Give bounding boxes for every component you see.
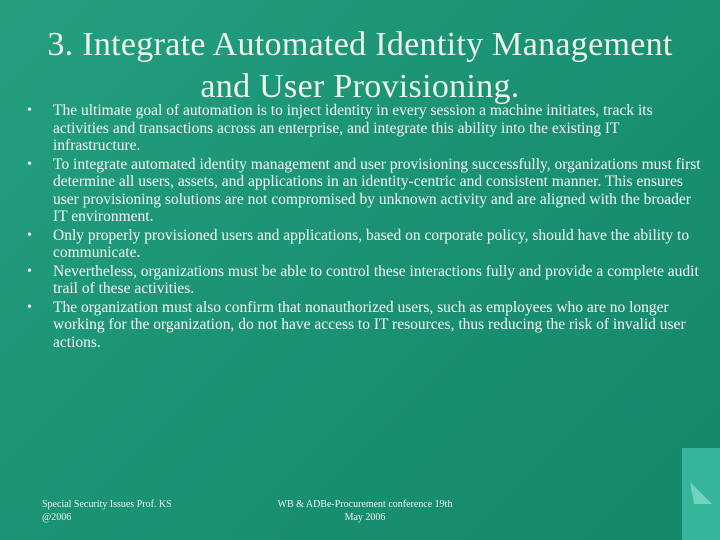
bullet-text: Only properly provisioned users and applications, based on corporate policy, should have the ability to communicate. [53, 226, 690, 261]
bullet-text: The ultimate goal of automation is to inject identity in every session a machine initiates, track its activities and transactions across an enterprise, and integrate this ability into the existing IT infrastructure. [53, 102, 653, 154]
bullet-item [22, 299, 702, 352]
bullet-text: To integrate automated identity management and user provisioning successfully, organizations must first determine all users, assets, and applications in an identity-centric and consistent manner. This ensures user provisioning solutions are not compromised by unknown activity and are aligned with the broader IT environment. [53, 155, 701, 225]
footer-author-line2: @2006 [42, 512, 72, 523]
bullet-marker: • [27, 103, 32, 118]
bullet-item [22, 227, 702, 262]
slide-title: 3. Integrate Automated Identity Management and User Provisioning. [47, 26, 673, 105]
bullet-text: Nevertheless, organizations must be able to control these interactions fully and provide a complete audit trail of these activities. [53, 262, 699, 297]
bullet-list [22, 102, 702, 352]
bullet-item [22, 263, 702, 298]
footer-conference-line2: May 2006 [344, 512, 386, 523]
footer-conference [250, 498, 480, 524]
bullet-marker: • [27, 299, 32, 315]
bullet-item [22, 102, 702, 155]
footer-author-line1: Special Security Issues Prof. KS [42, 499, 172, 510]
bullet-marker: • [27, 156, 32, 172]
bullet-marker: • [27, 227, 32, 243]
footer-author [42, 498, 222, 524]
back-arrow-icon[interactable] [688, 480, 714, 506]
bullet-marker: • [27, 263, 32, 279]
footer-conference-line1: WB & ADBe-Procurement conference 19th [277, 499, 453, 510]
bullet-item [22, 156, 702, 226]
bullet-text: The organization must also confirm that nonauthorized users, such as employees who are no longer working for the organization, do not have access to IT resources, thus reducing the risk of invalid user actions. [53, 298, 686, 351]
